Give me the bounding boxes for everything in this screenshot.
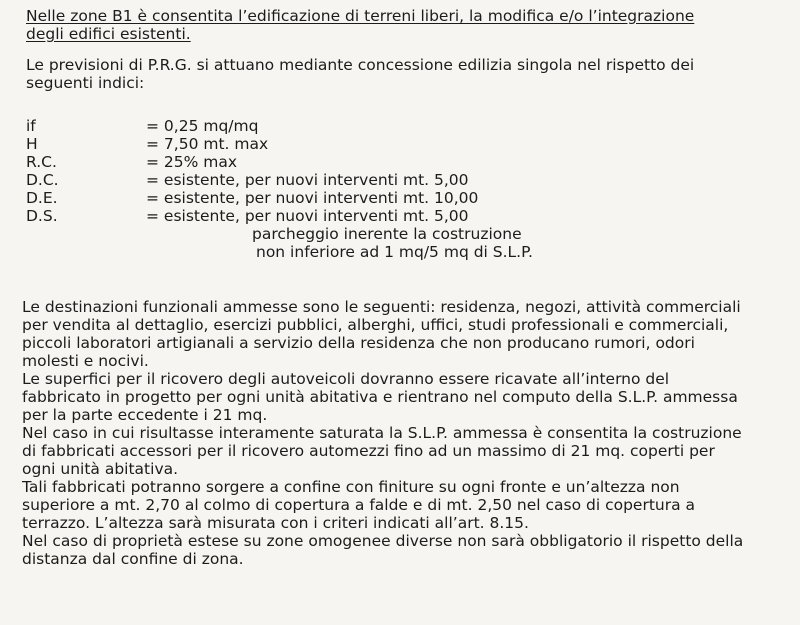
paragraph-line: per vendita al dettaglio, esercizi pubblici, alberghi, uffici, studi professionali e commerciali, <box>22 316 729 334</box>
paragraph-line: molesti e nocivi. <box>22 352 149 370</box>
index-value: = esistente, per nuovi interventi mt. 5,00 <box>146 171 469 189</box>
index-key: if <box>26 117 36 135</box>
heading-line-2: degli edifici esistenti. <box>26 25 191 43</box>
paragraph-accessory-buildings <box>22 424 782 478</box>
intro-line-1: Le previsioni di P.R.G. si attuano mediante concessione edilizia singola nel rispetto dei <box>26 56 695 74</box>
parking-line-2: non inferiore ad 1 mq/5 mq di S.L.P. <box>256 243 533 261</box>
index-key: H <box>26 135 38 153</box>
index-value: = 25% max <box>146 153 238 171</box>
paragraph-line: Nel caso di proprietà estese su zone omogenee diverse non sarà obbligatorio il rispetto della <box>22 532 744 550</box>
index-key: D.S. <box>26 207 58 225</box>
paragraph-line: per la parte eccedente i 21 mq. <box>22 406 268 424</box>
index-key: D.C. <box>26 171 59 189</box>
paragraph-line: Le superfici per il ricovero degli autoveicoli dovranno essere ricavate all’interno del <box>22 370 670 388</box>
paragraph-parking-surfaces <box>22 370 782 424</box>
section-heading <box>26 7 766 43</box>
paragraph-line: Tali fabbricati potranno sorgere a confine con finiture su ogni fronte e un’altezza non <box>22 478 680 496</box>
index-value: = 7,50 mt. max <box>146 135 269 153</box>
index-value: = 0,25 mq/mq <box>146 117 259 135</box>
intro-line-2: seguenti indici: <box>26 74 145 92</box>
intro-paragraph <box>26 56 776 92</box>
heading-line-1: Nelle zone B1 è consentita l’edificazione di terreni liberi, la modifica e/o l’integrazione <box>26 7 695 25</box>
paragraph-line: distanza dal confine di zona. <box>22 550 244 568</box>
index-value: = esistente, per nuovi interventi mt. 5,00 <box>146 207 469 225</box>
paragraph-line: piccoli laboratori artigianali a servizio della residenza che non producano rumori, odori <box>22 334 695 352</box>
paragraph-destinations <box>22 298 782 370</box>
index-value: = esistente, per nuovi interventi mt. 10,00 <box>146 189 479 207</box>
index-key: D.E. <box>26 189 58 207</box>
parking-line-1: parcheggio inerente la costruzione <box>252 225 522 243</box>
paragraph-line: superiore a mt. 2,70 al colmo di copertura a falde e di mt. 2,50 nel caso di copertura a <box>22 496 696 514</box>
index-key: R.C. <box>26 153 57 171</box>
paragraph-line: di fabbricati accessori per il ricovero automezzi fino ad un massimo di 21 mq. coperti per <box>22 442 715 460</box>
paragraph-zone-distance <box>22 532 782 568</box>
paragraph-boundary-heights <box>22 478 782 532</box>
paragraph-line: ogni unità abitativa. <box>22 460 179 478</box>
paragraph-line: terrazzo. L’altezza sarà misurata con i criteri indicati all’art. 8.15. <box>22 514 529 532</box>
paragraph-line: fabbricato in progetto per ogni unità abitativa e rientrano nel computo della S.L.P. ammessa <box>22 388 738 406</box>
paragraph-line: Nel caso in cui risultasse interamente saturata la S.L.P. ammessa è consentita la costruzione <box>22 424 742 442</box>
paragraph-line: Le destinazioni funzionali ammesse sono le seguenti: residenza, negozi, attività commerciali <box>22 298 741 316</box>
